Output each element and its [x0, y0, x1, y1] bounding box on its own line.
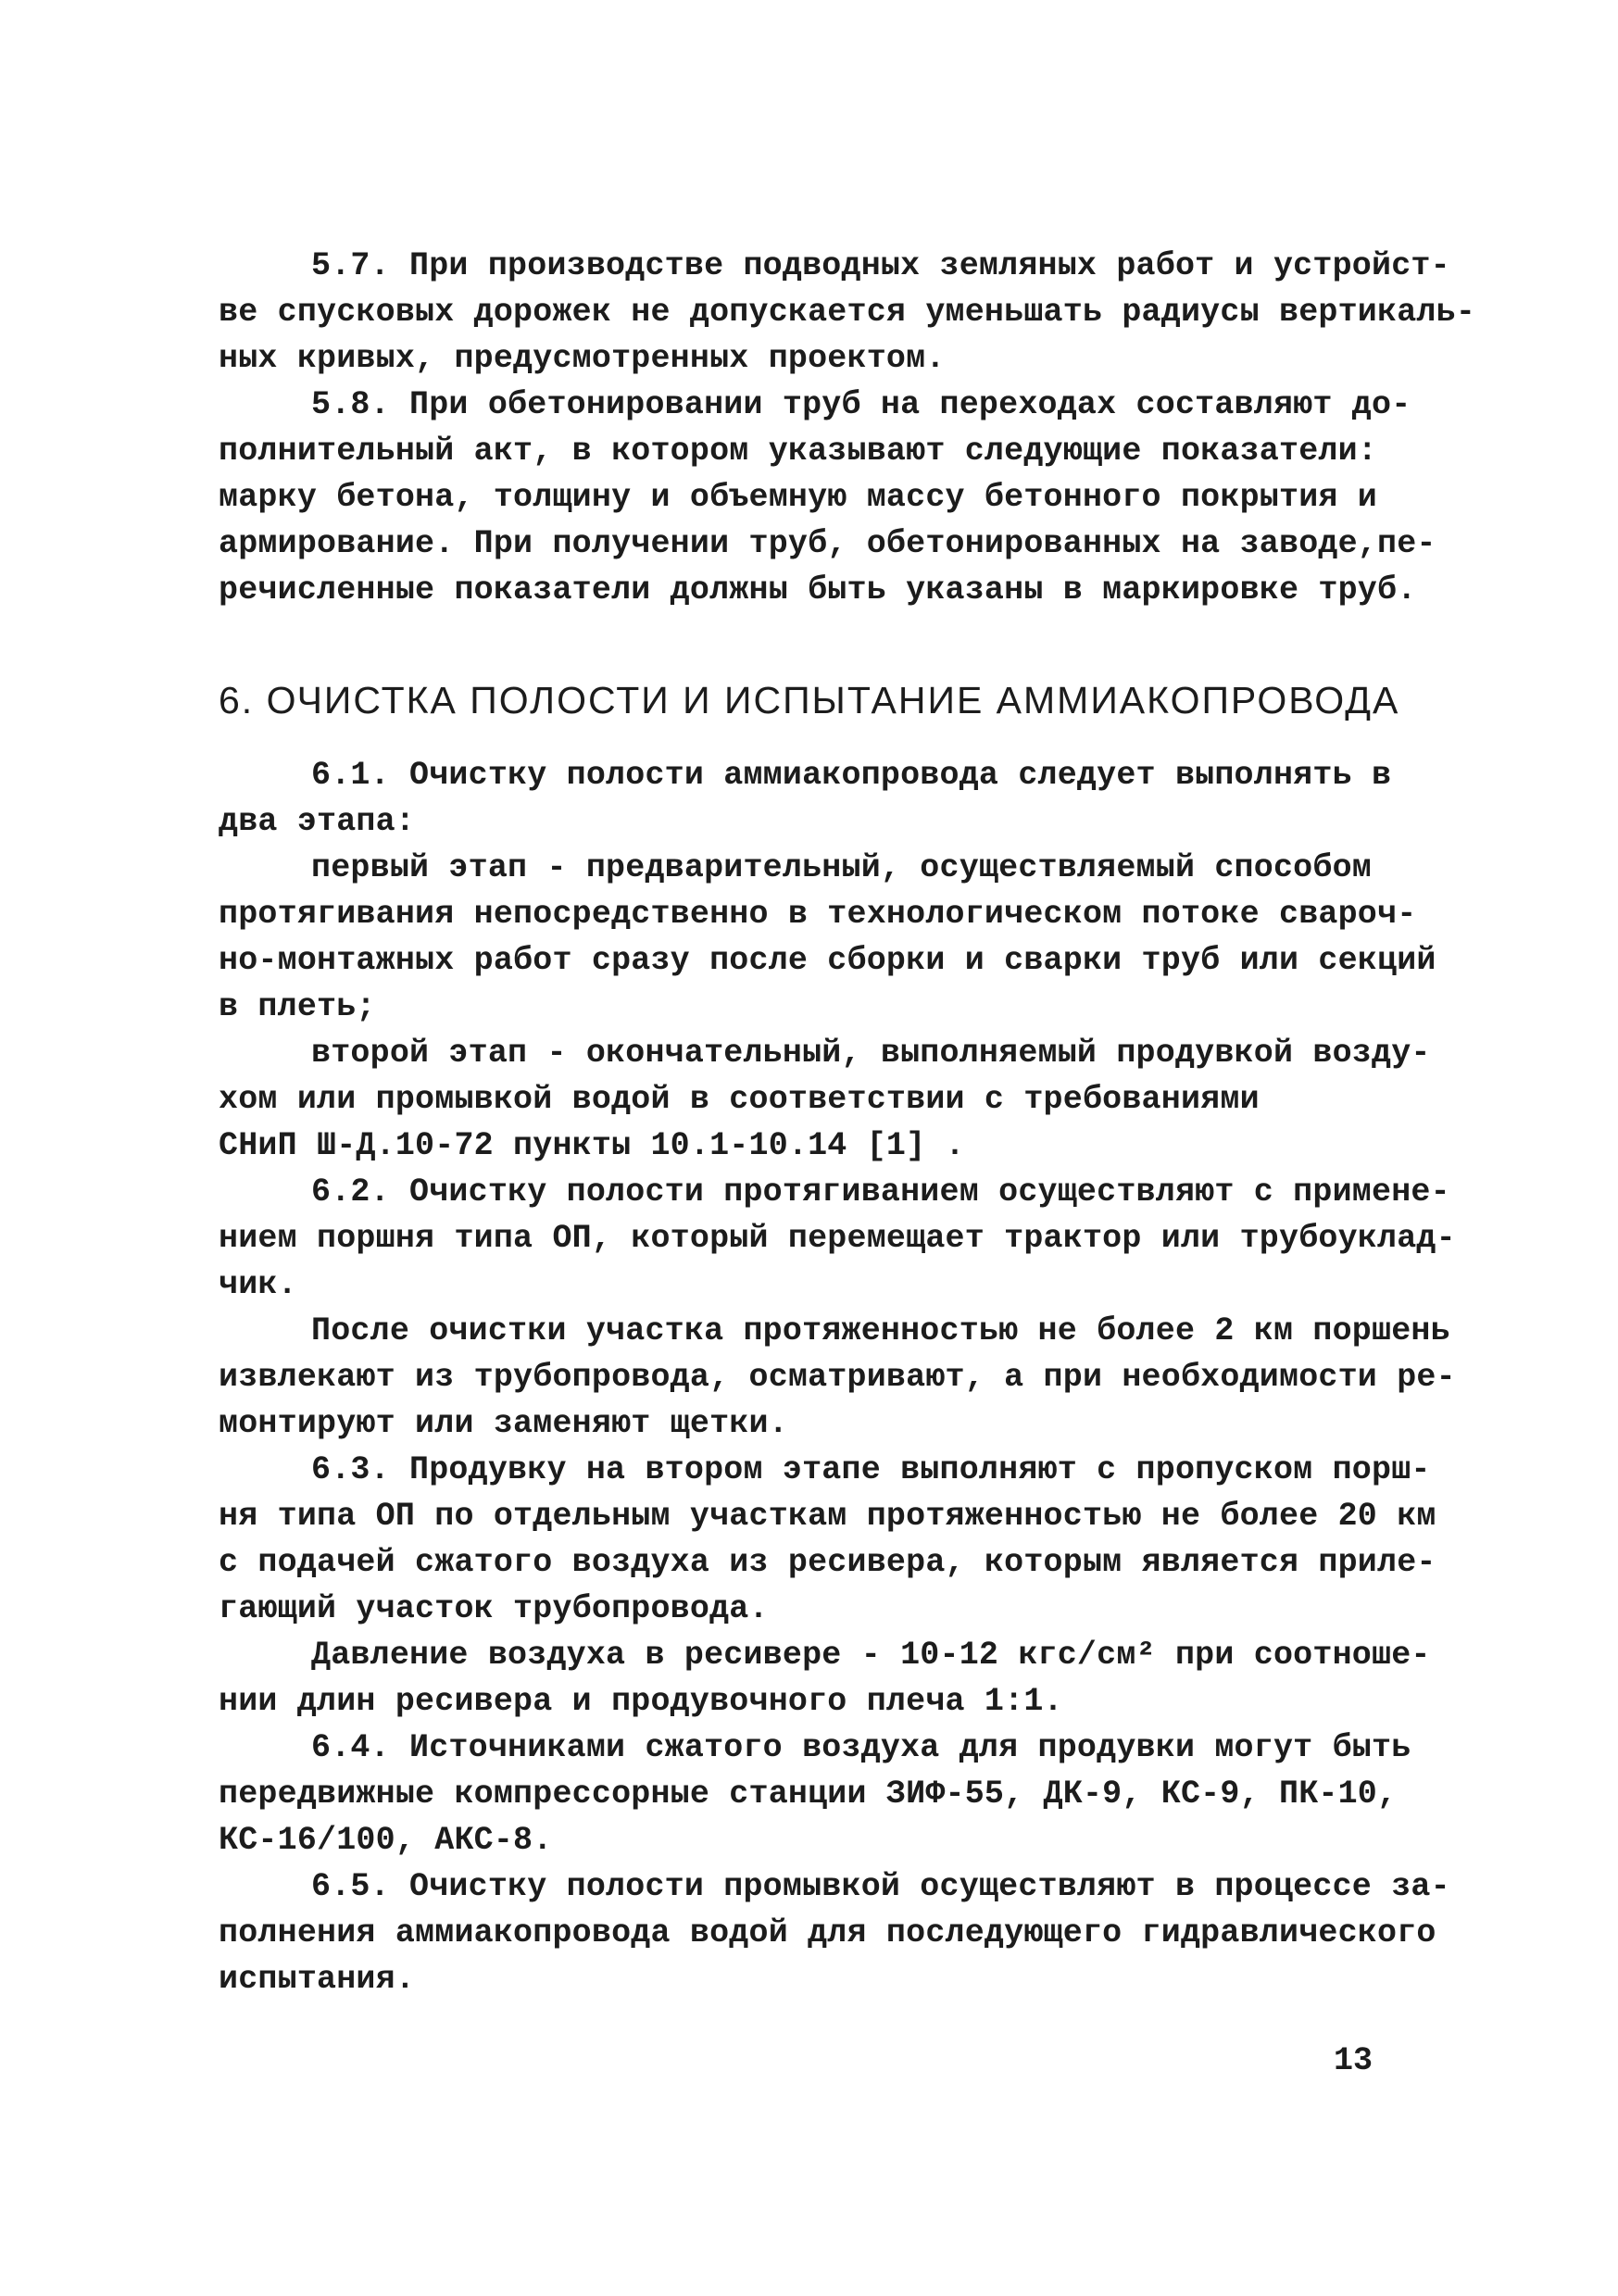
page-content: [219, 243, 1476, 2002]
paragraph-6-3-pressure: Давление воздуха в ресивере - 10-12 кгс/см² при соотноше- нии длин ресивера и продувочного плеча 1:1.: [219, 1637, 1431, 1720]
paragraph-5-7: 5.7. При производстве подводных земляных работ и устройст- ве спусковых дорожек не допускается уменьшать радиусы вертикаль- ных кривых, предусмотренных проектом.: [219, 247, 1476, 377]
paragraph-6-3: 6.3. Продувку на втором этапе выполняют с пропуском порш- ня типа ОП по отдельным участкам протяженностью не более 20 км с подачей сжатого воздуха из ресивера, которым является приле- гающий участок трубопровода.: [219, 1451, 1436, 1627]
paragraph-6-2: 6.2. Очистку полости протягиванием осуществляют с применe- нием поршня типа ОП, который перемещает трактор или трубоуклад- чик.: [219, 1173, 1456, 1303]
paragraph-6-5: 6.5. Очистку полости промывкой осуществляют в процессе за- полнения аммиакопровода водой для последующего гидравлического испытания.: [219, 1868, 1450, 1998]
section-6-heading: 6. ОЧИСТКА ПОЛОСТИ И ИСПЫТАНИЕ АММИАКОПРОВОДА: [219, 679, 1400, 721]
paragraph-5-8: 5.8. При обетонировании труб на переходах составляют до- полнительный акт, в котором указывают следующие показатели: марку бетона, толщину и объемную массу бетонного покрытия и армирование. При получении труб, обетонированных на заводе,пе- речисленные показатели должны быть указаны в маркировке труб.: [219, 386, 1436, 609]
paragraph-6-2-continued: После очистки участка протяженностью не более 2 км поршень извлекают из трубопровода, осматривают, а при необходимости ре- монтируют или заменяют щетки.: [219, 1312, 1456, 1442]
paragraph-stage-1: первый этап - предварительный, осуществляемый способом протягивания непосредственно в технологическом потоке свароч- но-монтажных работ сразу после сборки и сварки труб или секций в плеть;: [219, 849, 1436, 1025]
paragraph-6-1: 6.1. Очистку полости аммиакопровода следует выполнять в два этапа:: [219, 757, 1392, 840]
page-number: 13: [1334, 2042, 1373, 2079]
paragraph-stage-2: второй этап - окончательный, выполняемый продувкой возду- хом или промывкой водой в соответствии с требованиями СНиП Ш-Д.10-72 пункты 10.1-10.14 [1] .: [219, 1035, 1431, 1164]
paragraph-6-4: 6.4. Источниками сжатого воздуха для продувки могут быть передвижные компрессорные станции ЗИФ-55, ДК-9, КС-9, ПК-10, КС-16/100, АКС-8.: [219, 1729, 1411, 1859]
spacer: [219, 728, 1423, 752]
spacer: [219, 613, 1423, 672]
